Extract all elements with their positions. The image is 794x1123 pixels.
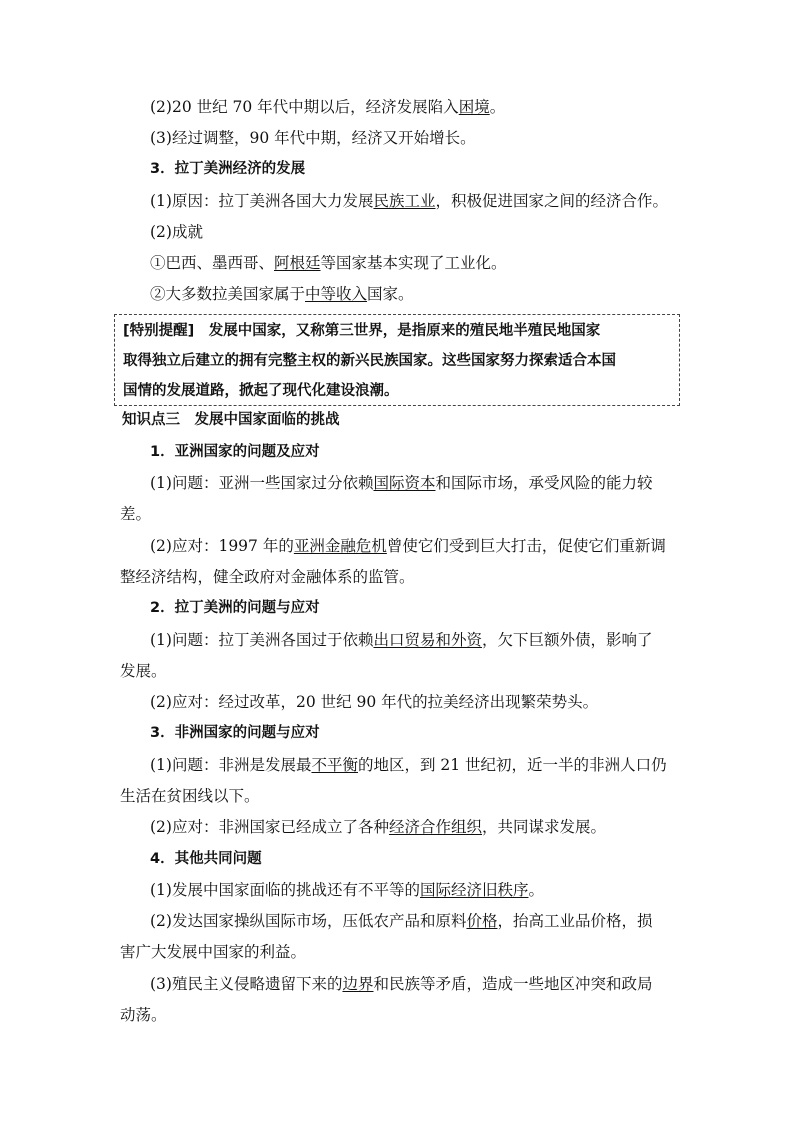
line-text: (2)应对：经过改革，20 世纪 90 年代的拉美经济出现繁荣势头。: [150, 693, 599, 711]
subheading-text: 1．亚洲国家的问题及应对: [150, 444, 320, 460]
underlined-term: 阿根廷: [274, 254, 321, 272]
line-text: (3)经过调整，90 年代中期，经济又开始增长。: [150, 129, 476, 147]
subheading: [150, 159, 794, 179]
reminder-line: 取得独立后建立的拥有完整主权的新兴民族国家。这些国家努力探索适合本国: [123, 353, 616, 369]
line-text: 国家。: [367, 285, 414, 303]
subheading-text: 4．其他共同问题: [150, 851, 262, 867]
text-line: [150, 536, 794, 556]
text-line: [120, 786, 794, 806]
text-line: [150, 692, 794, 712]
subheading: [150, 442, 794, 462]
subheading: [150, 849, 794, 869]
subheading: [150, 723, 794, 743]
underlined-term: 经济合作组织: [388, 818, 482, 836]
reminder-line: [特别提醒] 发展中国家，又称第三世界，是指原来的殖民地半殖民地国家: [123, 323, 601, 339]
text-line: [150, 974, 794, 994]
line-text: (1)问题：拉丁美洲各国过于依赖: [150, 631, 374, 649]
underlined-term: 价格: [466, 912, 498, 930]
line-text: 差。: [120, 505, 152, 523]
line-text: 等国家基本实现了工业化。: [320, 254, 507, 272]
line-text: ①巴西、墨西哥、: [150, 254, 275, 272]
underlined-term: 边界: [342, 975, 374, 993]
line-text: ②大多数拉美国家属于: [150, 285, 306, 303]
line-text: 生活在贫困线以下。: [120, 787, 260, 805]
underlined-term: 困境: [458, 98, 490, 116]
line-text: (1)问题：非洲是发展最: [150, 756, 312, 774]
line-text: 整经济结构，健全政府对金融体系的监管。: [120, 568, 415, 586]
line-text: 发展。: [120, 662, 167, 680]
text-line: [150, 911, 794, 931]
text-line: [150, 191, 794, 211]
text-line: [150, 755, 794, 775]
text-line: [120, 567, 794, 587]
subheading-text: 3．非洲国家的问题与应对: [150, 725, 320, 741]
text-line: [150, 817, 794, 837]
subheading-text: 2．拉丁美洲的问题与应对: [150, 600, 320, 616]
text-line: [120, 942, 794, 962]
line-text: 的地区，到 21 世纪初，近一半的非洲人口仍: [357, 756, 667, 774]
underlined-term: 出口贸易和外资: [373, 631, 482, 649]
section-title: 知识点三 发展中国家面临的挑战: [122, 412, 340, 428]
line-text: 曾使它们受到巨大打击，促使它们重新调: [386, 537, 666, 555]
line-text: ，欠下巨额外债，影响了: [481, 631, 653, 649]
underlined-term: 国际经济旧秩序: [419, 881, 529, 899]
text-line: [150, 222, 794, 242]
text-line: [150, 284, 794, 304]
line-text: (2)应对：非洲国家已经成立了各种: [150, 818, 389, 836]
underlined-term: 国际资本: [373, 474, 436, 492]
line-text: (1)发展中国家面临的挑战还有不平等的: [150, 881, 420, 899]
underlined-term: 中等收入: [305, 285, 368, 303]
line-text: (2)20 世纪 70 年代中期以后，经济发展陷入: [150, 98, 459, 116]
line-text: 。: [528, 881, 544, 899]
reminder-line: 国情的发展道路，掀起了现代化建设浪潮。: [123, 383, 399, 399]
line-text: 动荡。: [120, 1006, 167, 1024]
line-text: (1)原因：拉丁美洲各国大力发展: [150, 192, 374, 210]
subheading-text: 3．拉丁美洲经济的发展: [150, 161, 306, 177]
line-text: (2)发达国家操纵国际市场，压低农产品和原料: [150, 912, 467, 930]
text-line: [120, 1005, 794, 1025]
text-line: [150, 880, 794, 900]
text-line: [150, 253, 794, 273]
line-text: ，抬高工业品价格，损: [497, 912, 653, 930]
underlined-term: 亚洲金融危机: [293, 537, 387, 555]
underlined-term: 民族工业: [373, 192, 436, 210]
text-line: [150, 128, 794, 148]
text-line: [150, 630, 794, 650]
line-text: (3)殖民主义侵略遗留下来的: [150, 975, 343, 993]
line-text: ，共同谋求发展。: [481, 818, 606, 836]
text-line: [150, 97, 794, 117]
line-text: 害广大发展中国家的利益。: [120, 943, 307, 961]
special-reminder-box: [114, 314, 680, 406]
underlined-term: 不平衡: [311, 756, 358, 774]
line-text: 。: [489, 98, 506, 116]
line-text: (2)应对：1997 年的: [150, 537, 294, 555]
text-line: [120, 504, 794, 524]
text-line: [150, 473, 794, 493]
line-text: 和国际市场，承受风险的能力较: [435, 474, 653, 492]
line-text: (2)成就: [150, 223, 203, 241]
line-text: ，积极促进国家之间的经济合作。: [435, 192, 668, 210]
text-line: [120, 661, 794, 681]
line-text: 和民族等矛盾，造成一些地区冲突和政局: [373, 975, 653, 993]
line-text: (1)问题：亚洲一些国家过分依赖: [150, 474, 374, 492]
subheading: [150, 598, 794, 618]
